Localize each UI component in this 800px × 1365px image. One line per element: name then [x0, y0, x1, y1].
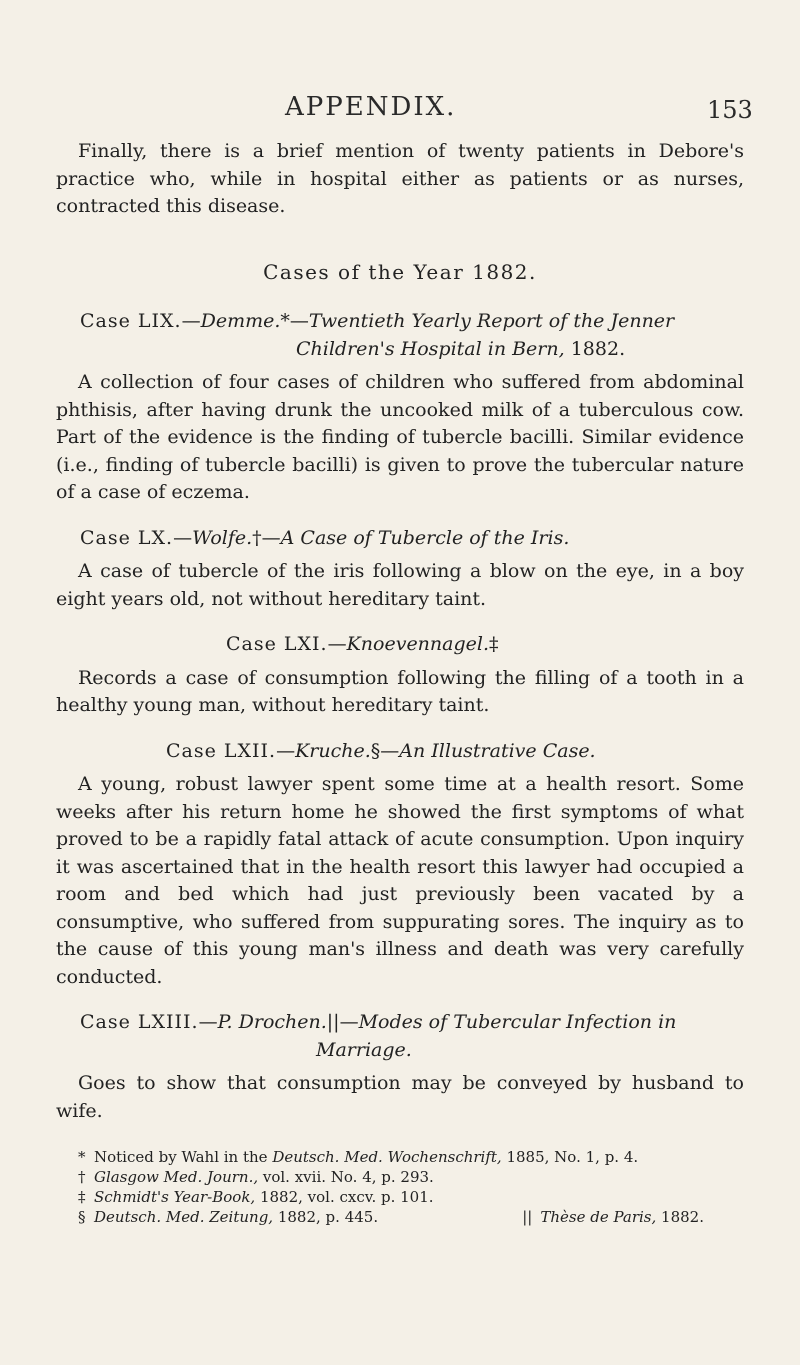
- case-text-lix: A collection of four cases of children who suffered from abdominal phthisis, after having drunk the uncooked milk of a tuberculous cow. Part of the evidence is the finding of tubercle bacilli. Similar evidence (i.e., finding of tubercle bacilli) is given to prove the tubercular nature of a case of eczema.: [56, 371, 744, 503]
- case-heading-lxiii: [56, 1009, 744, 1064]
- footnote-ref: vol. xvii. No. 4, p. 293.: [258, 1168, 434, 1186]
- footnote-ref: 1882, vol. cxcv. p. 101.: [255, 1188, 434, 1206]
- footnote: [78, 1167, 744, 1187]
- dash: —: [261, 526, 281, 549]
- intro-paragraph: Finally, there is a brief mention of twenty patients in Debore's practice who, while in hospital either as patients or as nurses, contracted this disease.: [56, 140, 744, 217]
- section-heading-year: 1882.: [472, 259, 537, 284]
- footnote-symbol: *: [78, 1148, 86, 1166]
- dash: —: [380, 739, 400, 762]
- footnote-mark: *: [280, 310, 290, 332]
- footnote: [78, 1187, 744, 1207]
- case-heading-lxi: [56, 631, 744, 659]
- footnote-symbol: §: [78, 1208, 86, 1226]
- case-heading-lix: [56, 308, 744, 363]
- footnote-mark: ||: [326, 1011, 340, 1033]
- case-author: Demme.: [200, 310, 281, 332]
- case-title-cont: [80, 1037, 730, 1065]
- case-text-lxi: Records a case of consumption following the filling of a tooth in a healthy young man, without hereditary taint.: [56, 666, 744, 716]
- footnote-symbol: †: [78, 1168, 86, 1186]
- case-author: Wolfe.: [192, 526, 253, 549]
- footnote-mark: ‡: [489, 633, 499, 655]
- footnote-ref: 1885, No. 1, p. 4.: [501, 1148, 639, 1166]
- footnote-source: Deutsch. Med. Zeitung,: [94, 1208, 274, 1226]
- footnote-symbol: ‡: [78, 1188, 86, 1206]
- section-heading-cases-of: Cases of the: [263, 259, 406, 284]
- case-title-b: Marriage.: [316, 1038, 412, 1061]
- footnote-symbol: ||: [522, 1208, 533, 1226]
- case-text-lxii: A young, robust lawyer spent some time at a health resort. Some weeks after his return home he showed the first symptoms of what proved to be a rapidly fatal attack of acute consumption. Upon inquiry it was ascertained that in the health resort this lawyer had occupied a room and bed which had just previously been vacated by a consumptive, who suffered from suppurating sores. The inquiry as to the cause of this young man's illness and death was very carefully conducted.: [56, 773, 744, 988]
- case-label: Case LXIII.: [80, 1011, 199, 1033]
- case-label: Case LX.: [80, 526, 174, 549]
- case-title: An Illustrative Case.: [399, 739, 596, 762]
- case-heading-lxii: [56, 738, 744, 766]
- case-label: Case LXI.: [226, 633, 328, 655]
- section-heading-year-word: Year: [413, 259, 465, 284]
- footnote-source: Schmidt's Year-Book,: [94, 1188, 256, 1206]
- running-head: APPENDIX.: [285, 92, 457, 122]
- footnote-ref: 1882.: [656, 1208, 704, 1226]
- dash: —: [276, 739, 296, 762]
- case-title: Modes of Tubercular Infection in: [358, 1011, 677, 1033]
- footnotes: [56, 1147, 744, 1227]
- footnote: [78, 1147, 744, 1167]
- dash: —: [181, 310, 201, 332]
- dash: —: [339, 1011, 359, 1033]
- footnote: [522, 1207, 744, 1227]
- footnote-mark: †: [252, 526, 262, 549]
- case-label: Case LIX.: [80, 310, 182, 332]
- case-title: A Case of Tubercle of the Iris.: [280, 526, 570, 549]
- section-heading: [56, 259, 744, 287]
- dash: —: [289, 310, 309, 332]
- case-title: Twentieth Yearly Report of the Jenner: [308, 310, 675, 332]
- footnote-text: Noticed by Wahl in the: [94, 1148, 273, 1166]
- case-text-lxiii: Goes to show that consumption may be conveyed by husband to wife.: [56, 1072, 744, 1122]
- page-number: 153: [707, 96, 753, 124]
- case-label: Case LXII.: [166, 739, 277, 762]
- footnote: [78, 1207, 378, 1227]
- dash: —: [327, 633, 347, 655]
- page-body: [56, 138, 744, 1227]
- case-text-lx: A case of tubercle of the iris following a blow on the eye, in a boy eight years old, not without hereditary taint.: [56, 560, 744, 610]
- case-title-b: Children's Hospital in Bern,: [296, 337, 565, 360]
- footnote-ref: 1882, p. 445.: [273, 1208, 379, 1226]
- footnote-source: Deutsch. Med. Wochenschrift,: [272, 1148, 502, 1166]
- footnote-source: Glasgow Med. Journ.,: [94, 1168, 259, 1186]
- dash: —: [173, 526, 193, 549]
- case-title-year: 1882.: [564, 337, 626, 360]
- dash: —: [198, 1011, 218, 1033]
- footnote-row: [78, 1207, 744, 1227]
- case-author: Knoevennagel.: [346, 633, 490, 655]
- case-title-cont: [80, 336, 730, 364]
- footnote-source: Thèse de Paris,: [540, 1208, 657, 1226]
- footnote-mark: §: [370, 739, 381, 762]
- case-heading-lx: [56, 525, 744, 553]
- case-author: P. Drochen.: [217, 1011, 327, 1033]
- case-author: Kruche.: [295, 739, 371, 762]
